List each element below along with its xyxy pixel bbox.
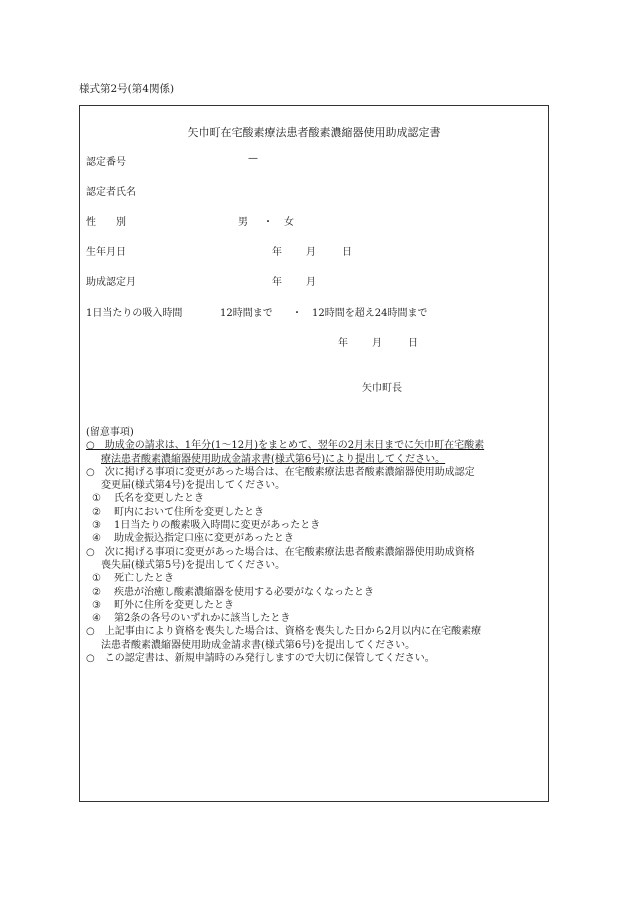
note-4-line-1: ○ 上記事由により資格を喪失した場合は、資格を喪失した日から2月以内に在宅酸素療 bbox=[86, 626, 482, 638]
note-2-sub-item: ① 氏名を変更したとき bbox=[92, 493, 204, 505]
note-3-sub-item: ② 疾患が治癒し酸素濃縮器を使用する必要がなくなったとき bbox=[92, 586, 374, 598]
grant-year-unit: 年 bbox=[272, 277, 282, 288]
note-3-sub-item: ① 死亡したとき bbox=[92, 573, 174, 585]
note-2-sub-item: ③ 1日当たりの酸素吸入時間に変更があったとき bbox=[92, 520, 321, 532]
inhale-separator: ・ bbox=[292, 308, 302, 319]
sex-female: 女 bbox=[284, 217, 294, 228]
sex-label: 性 別 bbox=[86, 217, 126, 228]
inhale-label: 1日当たりの吸入時間 bbox=[86, 308, 183, 319]
birth-year-unit: 年 bbox=[272, 247, 282, 258]
note-2-sub-item: ④ 助成金振込指定口座に変更があったとき bbox=[92, 533, 294, 545]
certificate-frame bbox=[79, 105, 549, 802]
sex-separator: ・ bbox=[263, 217, 273, 228]
issuer-name: 矢巾町長 bbox=[362, 383, 402, 394]
cert-no-value: — bbox=[248, 153, 258, 164]
note-2-line-2: 変更届(様式第4号)を提出してください。 bbox=[101, 480, 286, 492]
sex-male: 男 bbox=[238, 217, 248, 228]
note-2-line-1: ○ 次に掲げる事項に変更があった場合は、在宅酸素療法患者酸素濃縮器使用助成認定 bbox=[86, 466, 475, 478]
inhale-option-24h: 12時間を超え24時間まで bbox=[312, 308, 428, 319]
grant-month-label: 助成認定月 bbox=[86, 277, 136, 288]
issue-day-unit: 日 bbox=[408, 338, 418, 349]
issue-year-unit: 年 bbox=[338, 338, 348, 349]
name-label: 認定者氏名 bbox=[86, 187, 136, 198]
note-2-sub-item: ② 町内において住所を変更したとき bbox=[92, 506, 264, 518]
form-number-label: 様式第2号(第4関係) bbox=[79, 83, 175, 95]
note-3-sub-item: ③ 町外に住所を変更したとき bbox=[92, 599, 234, 611]
note-3-line-2: 喪失届(様式第5号)を提出してください。 bbox=[101, 559, 286, 571]
document-title: 矢巾町在宅酸素療法患者酸素濃縮器使用助成認定書 bbox=[187, 126, 441, 139]
inhale-option-12h: 12時間まで bbox=[220, 308, 273, 319]
note-1-line-2: 療法患者酸素濃縮器使用助成金請求書(様式第6号)により提出してください。 bbox=[101, 453, 446, 465]
notes-heading: (留意事項) bbox=[86, 427, 134, 438]
note-1-line-1: ○ 助成金の請求は、1年分(1〜12月)をまとめて、翌年の2月末日までに矢巾町在宅酸素 bbox=[86, 440, 485, 452]
note-3-sub-item: ④ 第2条の各号のいずれかに該当したとき bbox=[92, 613, 291, 625]
cert-no-label: 認定番号 bbox=[86, 157, 126, 168]
birth-label: 生年月日 bbox=[86, 247, 126, 258]
birth-month-unit: 月 bbox=[306, 247, 316, 258]
grant-month-unit: 月 bbox=[306, 277, 316, 288]
note-3-line-1: ○ 次に掲げる事項に変更があった場合は、在宅酸素療法患者酸素濃縮器使用助成資格 bbox=[86, 546, 475, 558]
issue-month-unit: 月 bbox=[372, 338, 382, 349]
note-4-line-2: 法患者酸素濃縮器使用助成金請求書(様式第6号)を提出してください。 bbox=[101, 639, 416, 651]
note-5-line-1: ○ この認定書は、新規申請時のみ発行しますので大切に保管してください。 bbox=[86, 653, 435, 665]
notes-section bbox=[86, 426, 546, 665]
birth-day-unit: 日 bbox=[342, 247, 352, 258]
